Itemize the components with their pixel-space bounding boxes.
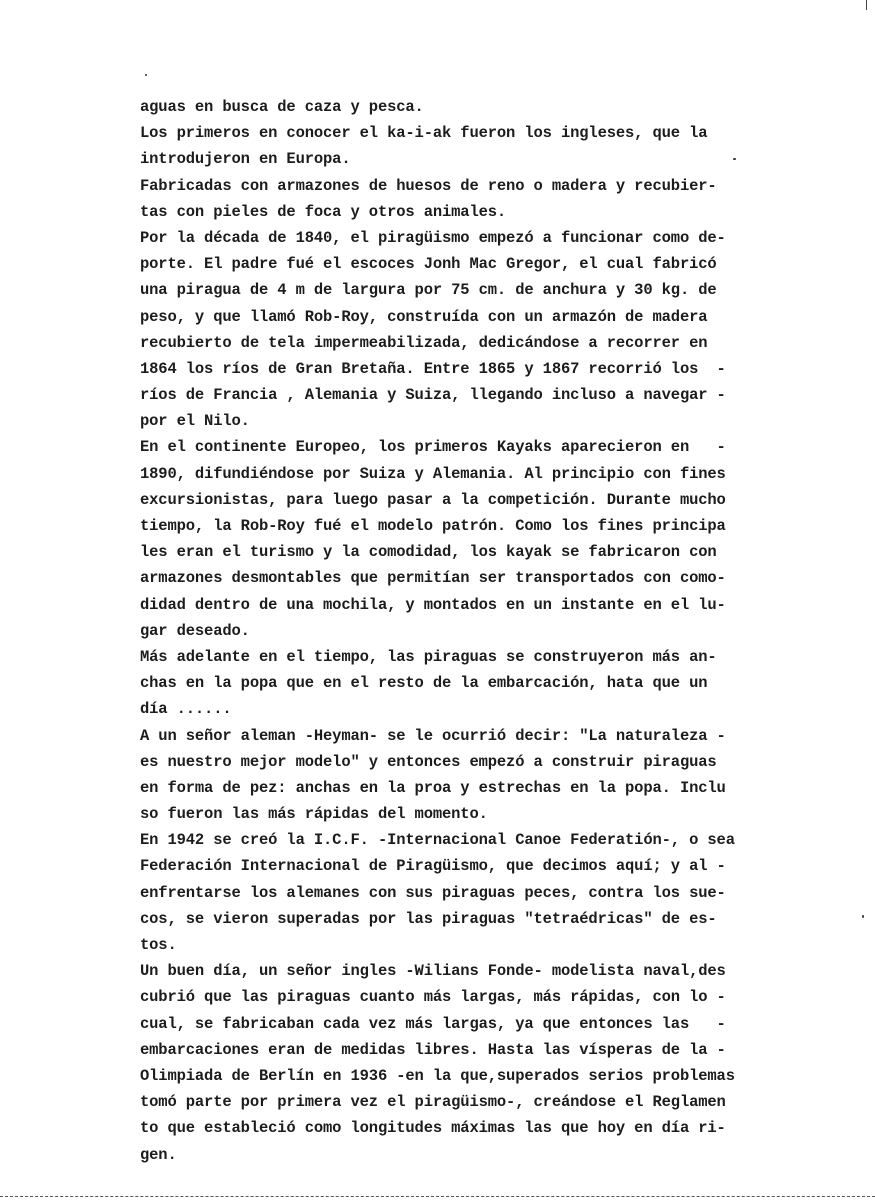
text-line: Olimpiada de Berlín en 1936 -en la que,superados serios problemas — [140, 1066, 735, 1085]
text-line: día ...... — [140, 700, 232, 719]
text-line: Los primeros en conocer el ka-i-ak fueron los ingleses, que la — [140, 124, 708, 143]
text-line: ríos de Francia , Alemania y Suiza, llegando incluso a navegar - — [140, 386, 726, 405]
text-line: introdujeron en Europa. — [140, 150, 351, 169]
text-line: En 1942 se creó la I.C.F. -Internacional Canoe Federatión-, o sea — [140, 831, 735, 850]
scan-mark — [866, 0, 867, 10]
text-line: cual, se fabricaban cada vez más largas, ya que entonces las - — [140, 1014, 726, 1033]
text-line: Un buen día, un señor ingles -Wilians Fonde- modelista naval,des — [140, 962, 726, 981]
text-line: es nuestro mejor modelo" y entonces empezó a construir piraguas — [140, 752, 717, 771]
text-line: A un señor aleman -Heyman- se le ocurrió decir: "La naturaleza - — [140, 726, 726, 745]
scan-bottom-edge — [0, 1196, 875, 1197]
text-line: 1864 los ríos de Gran Bretaña. Entre 1865 y 1867 recorrió los - — [140, 359, 726, 378]
text-line: una piragua de 4 m de largura por 75 cm. de anchura y 30 kg. de — [140, 281, 717, 300]
text-line: les eran el turismo y la comodidad, los kayak se fabricaron con — [140, 543, 717, 562]
text-line: armazones desmontables que permitían ser transportados con como- — [140, 569, 726, 588]
text-line: so fueron las más rápidas del momento. — [140, 805, 488, 824]
text-line: Por la década de 1840, el piragüismo empezó a funcionar como de- — [140, 228, 726, 247]
text-line: enfrentarse los alemanes con sus piraguas peces, contra los sue- — [140, 883, 726, 902]
scan-speck — [862, 915, 864, 918]
typewritten-text — [140, 94, 830, 1168]
text-line: to que estableció como longitudes máximas las que hoy en día ri- — [140, 1119, 726, 1138]
text-line: 1890, difundiéndose por Suiza y Alemania. Al principio con fines — [140, 464, 726, 483]
text-line: recubierto de tela impermeabilizada, dedicándose a recorrer en — [140, 333, 708, 352]
text-line: didad dentro de una mochila, y montados en un instante en el lu- — [140, 595, 726, 614]
text-line: peso, y que llamó Rob-Roy, construída con un armazón de madera — [140, 307, 708, 326]
text-line: cubrió que las piraguas cuanto más largas, más rápidas, con lo - — [140, 988, 726, 1007]
text-line: Fabricadas con armazones de huesos de reno o madera y recubier- — [140, 176, 717, 195]
text-line: gar deseado. — [140, 621, 250, 640]
text-line: chas en la popa que en el resto de la embarcación, hata que un — [140, 674, 708, 693]
text-line: Más adelante en el tiempo, las piraguas se construyeron más an- — [140, 647, 717, 666]
text-line: tos. — [140, 936, 177, 954]
text-line: En el continente Europeo, los primeros Kayaks aparecieron en - — [140, 438, 726, 457]
text-line: Federación Internacional de Piragüismo, que decimos aquí; y al - — [140, 857, 726, 876]
text-line: tomó parte por primera vez el piragüismo-, creándose el Reglamen — [140, 1093, 726, 1112]
text-line: embarcaciones eran de medidas libres. Hasta las vísperas de la - — [140, 1040, 726, 1059]
text-line: tiempo, la Rob-Roy fué el modelo patrón. Como los fines principa — [140, 517, 726, 535]
text-line: aguas en busca de caza y pesca. — [140, 98, 424, 116]
text-line: cos, se vieron superadas por las piraguas "tetraédricas" de es- — [140, 909, 717, 928]
text-line: tas con pieles de foca y otros animales. — [140, 202, 507, 221]
text-line: porte. El padre fué el escoces Jonh Mac Gregor, el cual fabricó — [140, 255, 717, 274]
text-line: excursionistas, para luego pasar a la competición. Durante mucho — [140, 490, 726, 509]
text-line: por el Nilo. — [140, 412, 250, 431]
text-line: gen. — [140, 1145, 177, 1164]
scan-speck — [145, 74, 147, 76]
text-line: en forma de pez: anchas en la proa y estrechas en la popa. Inclu — [140, 778, 726, 797]
